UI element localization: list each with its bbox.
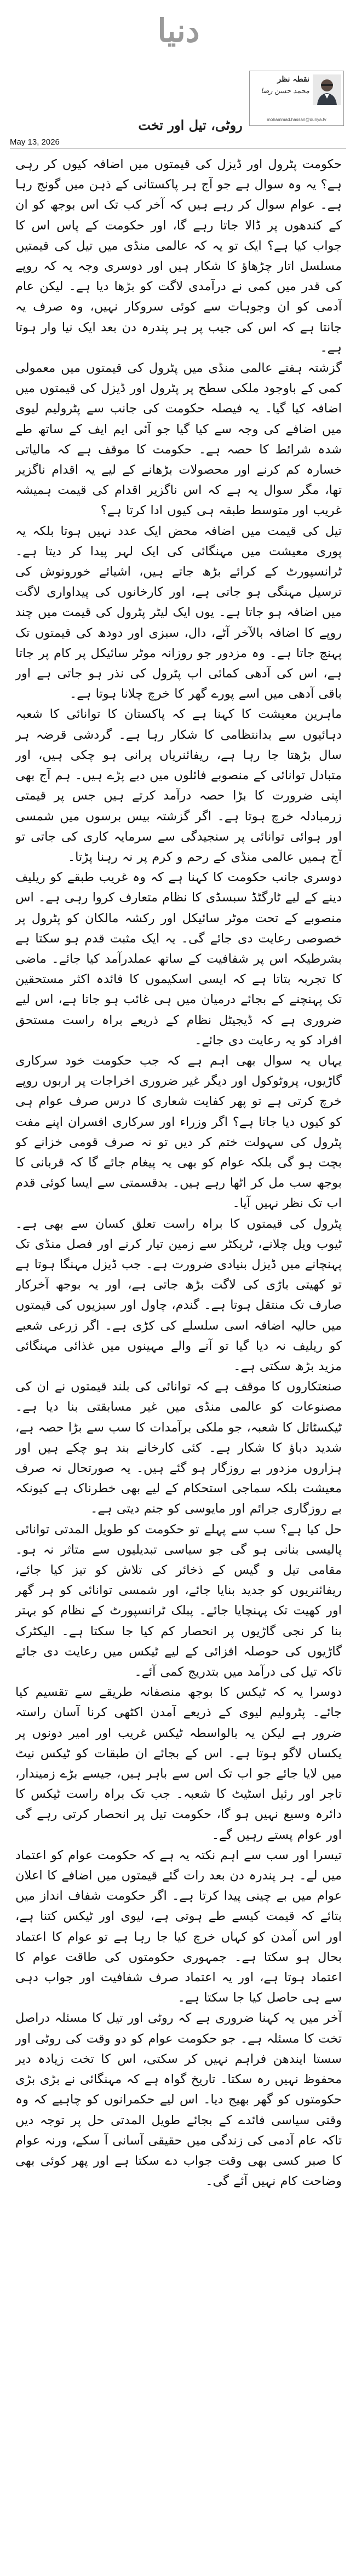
columnist-name: محمد حسن رضا xyxy=(261,87,309,95)
divider xyxy=(10,148,346,149)
article-paragraph: تیسرا اور سب سے اہم نکتہ یہ ہے کہ حکومت عوام کو اعتماد میں لے۔ ہر پندرہ دن بعد رات گئے قیمتوں میں اضافے کا اعلان عوام میں بے چینی پیدا کرتا ہے۔ اگر حکومت شفاف انداز میں بتائے کہ قیمت کیسے طے ہوتی ہے، لیوی اور ٹیکس کتنا ہے، اور اس آمدن کو کہاں خرچ کیا جا رہا ہے تو عوام کا اعتماد بحال ہو سکتا ہے۔ جمہوری حکومتوں کی طاقت عوام کا اعتماد ہوتا ہے، اور یہ اعتماد صرف شفافیت اور جواب دہی سے ہی حاصل کیا جا سکتا ہے۔ xyxy=(15,1848,342,2005)
article-paragraph: حکومت پٹرول اور ڈیزل کی قیمتوں میں اضافہ کیوں کر رہی ہے؟ یہ وہ سوال ہے جو آج ہر پاکستانی کے ذہن میں گونج رہا ہے۔ عوام سوال کر رہے ہیں کہ آخر کب تک اس بوجھ کو ان کے کندھوں پر ڈالا جاتا رہے گا، اور حکومت کے پاس اس کا جواب کیا ہے؟ ایک تو یہ کہ عالمی منڈی میں تیل کی قیمتیں مسلسل اتار چڑھاؤ کا شکار ہیں اور دوسری وجہ یہ کہ روپے کی قدر میں کمی نے درآمدی لاگت کو بڑھا دیا ہے۔ لیکن عام آدمی کو ان وجوہات سے کوئی سروکار نہیں، وہ صرف یہ جانتا ہے کہ اس کی جیب پر ہر پندرہ دن بعد ایک نیا وار ہوتا ہے۔ xyxy=(15,157,342,355)
article-paragraph: یہاں یہ سوال بھی اہم ہے کہ جب حکومت خود سرکاری گاڑیوں، پروٹوکول اور دیگر غیر ضروری اخراجات پر اربوں روپے خرچ کرتی ہے تو پھر کفایت شعاری کا درس صرف عوام ہی کو کیوں دیا جاتا ہے؟ اگر وزراء اور سرکاری افسران اپنے مفت پٹرول کی سہولت ختم کر دیں تو نہ صرف قومی خزانے کو بچت ہو گی بلکہ عوام کو بھی یہ پیغام جائے گا کہ قربانی کا بوجھ سب مل کر اٹھا رہے ہیں۔ بدقسمتی سے ایسا کوئی قدم اب تک نظر نہیں آیا۔ xyxy=(15,1053,342,1211)
columnist-email[interactable]: mohammad.hassan@dunya.tv xyxy=(267,117,326,122)
columnist-photo xyxy=(313,74,341,105)
logo-text: دنیا xyxy=(157,12,200,49)
article-paragraph: گزشتہ ہفتے عالمی منڈی میں پٹرول کی قیمتوں میں معمولی کمی کے باوجود ملکی سطح پر پٹرول اور ڈیزل کی قیمتوں میں اضافہ کیا گیا۔ یہ فیصلہ حکومت کی جانب سے پٹرولیم لیوی میں اضافے کی وجہ سے کیا گیا جو آئی ایم ایف کے ساتھ طے شدہ شرائط کا حصہ ہے۔ حکومت کا موقف ہے کہ مالیاتی خسارہ کم کرنے اور محصولات بڑھانے کے لیے یہ اقدام ناگزیر تھا، مگر سوال یہ ہے کہ اس ناگزیر اقدام کی قیمت ہمیشہ غریب اور متوسط طبقہ ہی کیوں ادا کرتا ہے؟ xyxy=(15,361,342,518)
article-paragraph: حل کیا ہے؟ سب سے پہلے تو حکومت کو طویل المدتی توانائی پالیسی بنانی ہو گی جو سیاسی تبدیلیوں سے متاثر نہ ہو۔ مقامی تیل و گیس کے ذخائر کی تلاش کو تیز کیا جائے، ریفائنریوں کو جدید بنایا جائے، اور شمسی توانائی کو ہر گھر اور کھیت تک پہنچایا جائے۔ پبلک ٹرانسپورٹ کے نظام کو بہتر بنا کر نجی گاڑیوں پر انحصار کم کیا جا سکتا ہے۔ الیکٹرک گاڑیوں کی حوصلہ افزائی کے لیے ٹیکس میں رعایت دی جائے تاکہ تیل کی درآمد میں بتدریج کمی آئے۔ xyxy=(15,1522,342,1680)
article-title: روٹی، تیل اور تخت xyxy=(138,117,243,133)
article-body xyxy=(15,154,342,2569)
article-date: May 13, 2026 xyxy=(10,137,60,147)
article-paragraph: دوسرا یہ کہ ٹیکس کا بوجھ منصفانہ طریقے سے تقسیم کیا جائے۔ پٹرولیم لیوی کے ذریعے آمدن اکٹھی کرنا آسان راستہ ضرور ہے لیکن یہ بالواسطہ ٹیکس غریب اور امیر دونوں پر یکساں لاگو ہوتا ہے۔ اس کے بجائے ان طبقات کو ٹیکس نیٹ میں لایا جائے جو اب تک اس سے باہر ہیں، جیسے بڑے زمیندار، تاجر اور رئیل اسٹیٹ کا شعبہ۔ جب تک براہ راست ٹیکس کا دائرہ وسیع نہیں ہو گا، حکومت تیل پر انحصار کرتی رہے گی اور عوام پستے رہیں گے۔ xyxy=(15,1685,342,1842)
article-paragraph: ماہرین معیشت کا کہنا ہے کہ پاکستان کا توانائی کا شعبہ دہائیوں سے بدانتظامی کا شکار رہا ہے۔ گردشی قرضہ ہر سال بڑھتا جا رہا ہے، ریفائنریاں پرانی ہو چکی ہیں، اور متبادل توانائی کے منصوبے فائلوں میں دبے پڑے ہیں۔ ہم آج بھی اپنی ضرورت کا بڑا حصہ درآمد کرتے ہیں جس پر قیمتی زرمبادلہ خرچ ہوتا ہے۔ اگر گزشتہ بیس برسوں میں شمسی اور ہوائی توانائی پر سنجیدگی سے سرمایہ کاری کی جاتی تو آج ہمیں عالمی منڈی کے رحم و کرم پر نہ رہنا پڑتا۔ xyxy=(15,707,342,864)
columnist-label: نقطہ نظر xyxy=(277,75,309,84)
article-paragraph: دوسری جانب حکومت کا کہنا ہے کہ وہ غریب طبقے کو ریلیف دینے کے لیے ٹارگٹڈ سبسڈی کا نظام متعارف کروا رہی ہے۔ اس منصوبے کے تحت موٹر سائیکل اور رکشہ مالکان کو پٹرول پر خصوصی رعایت دی جائے گی۔ یہ ایک مثبت قدم ہو سکتا ہے بشرطیکہ اس پر شفافیت کے ساتھ عملدرآمد کیا جائے۔ ماضی کا تجربہ بتاتا ہے کہ ایسی اسکیموں کا فائدہ اکثر مستحقین تک پہنچنے کے بجائے درمیان میں ہی غائب ہو جاتا ہے، اس لیے ضروری ہے کہ ڈیجیٹل نظام کے ذریعے براہ راست مستحق افراد کو یہ رعایت دی جائے۔ xyxy=(15,870,342,1048)
article-paragraph: تیل کی قیمت میں اضافہ محض ایک عدد نہیں ہوتا بلکہ یہ پوری معیشت میں مہنگائی کی ایک لہر پیدا کر دیتا ہے۔ ٹرانسپورٹ کے کرائے بڑھ جاتے ہیں، اشیائے خورونوش کی ترسیل مہنگی ہو جاتی ہے، اور کارخانوں کی پیداواری لاگت میں اضافہ ہو جاتا ہے۔ یوں ایک لیٹر پٹرول کی قیمت میں چند روپے کا اضافہ بالآخر آٹے، دال، سبزی اور دودھ کی قیمتوں تک پہنچ جاتا ہے۔ وہ مزدور جو روزانہ موٹر سائیکل پر کام پر جاتا ہے، اس کی آدھی کمائی اب پٹرول کی نذر ہو جاتی ہے اور باقی آدھی میں اسے پورے گھر کا خرچ چلانا ہوتا ہے۔ xyxy=(15,524,342,702)
columnist-portrait-icon xyxy=(313,74,341,105)
masthead xyxy=(0,0,356,58)
columnist-box xyxy=(249,71,344,126)
logo-mark xyxy=(149,2,208,57)
newspaper-logo[interactable] xyxy=(149,2,208,57)
article-paragraph: آخر میں یہ کہنا ضروری ہے کہ روٹی اور تیل کا مسئلہ دراصل تخت کا مسئلہ ہے۔ جو حکومت عوام کو دو وقت کی روٹی اور سستا ایندھن فراہم نہیں کر سکتی، اس کا تخت زیادہ دیر محفوظ نہیں رہ سکتا۔ تاریخ گواہ ہے کہ مہنگائی نے بڑی بڑی حکومتوں کو گھر بھیج دیا۔ اس لیے حکمرانوں کو چاہیے کہ وہ وقتی سیاسی فائدے کے بجائے طویل المدتی حل پر توجہ دیں تاکہ عام آدمی کی زندگی میں حقیقی آسانی آ سکے، ورنہ عوام کا صبر کسی بھی وقت جواب دے سکتا ہے اور پھر کوئی بھی وضاحت کام نہیں آئے گی۔ xyxy=(15,2011,342,2189)
article-paragraph: پٹرول کی قیمتوں کا براہ راست تعلق کسان سے بھی ہے۔ ٹیوب ویل چلانے، ٹریکٹر سے زمین تیار کرنے اور فصل منڈی تک پہنچانے میں ڈیزل بنیادی ضرورت ہے۔ جب ڈیزل مہنگا ہوتا ہے تو کھیتی باڑی کی لاگت بڑھ جاتی ہے، اور یہ بوجھ آخرکار صارف تک منتقل ہوتا ہے۔ گندم، چاول اور سبزیوں کی قیمتوں میں حالیہ اضافہ اسی سلسلے کی کڑی ہے۔ اگر زرعی شعبے کو ریلیف نہ دیا گیا تو آنے والے مہینوں میں غذائی مہنگائی مزید بڑھ سکتی ہے۔ xyxy=(15,1216,342,1373)
article-paragraph: صنعتکاروں کا موقف ہے کہ توانائی کی بلند قیمتوں نے ان کی مصنوعات کو عالمی منڈی میں غیر مسابقتی بنا دیا ہے۔ ٹیکسٹائل کا شعبہ، جو ملکی برآمدات کا سب سے بڑا حصہ ہے، شدید دباؤ کا شکار ہے۔ کئی کارخانے بند ہو چکے ہیں اور ہزاروں مزدور بے روزگار ہو گئے ہیں۔ یہ صورتحال نہ صرف معیشت بلکہ سماجی استحکام کے لیے بھی خطرناک ہے کیونکہ بے روزگاری جرائم اور مایوسی کو جنم دیتی ہے۔ xyxy=(15,1379,342,1516)
